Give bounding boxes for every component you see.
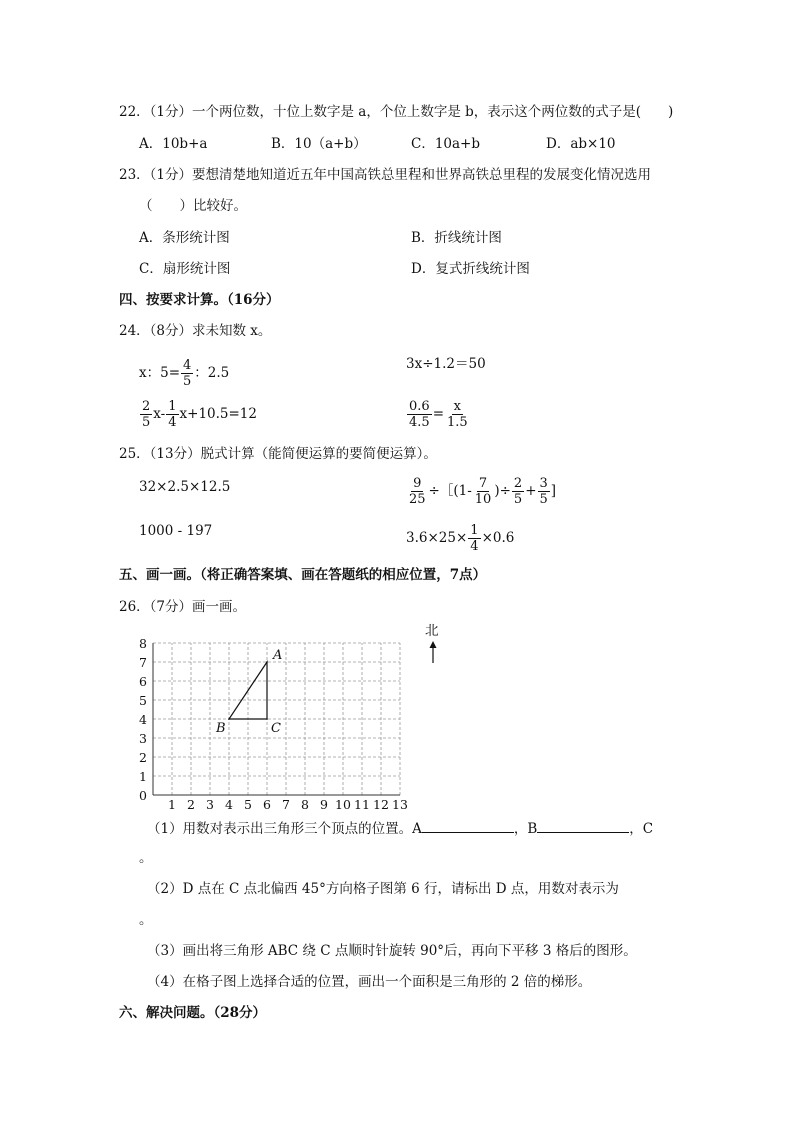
- north-label: 北: [425, 623, 439, 639]
- y-tick-label: 3: [139, 731, 147, 746]
- x-tick-label: 5: [244, 797, 252, 812]
- x-tick-label: 7: [282, 797, 290, 812]
- x-tick-label: 2: [187, 797, 195, 812]
- y-tick-label: 2: [139, 750, 147, 765]
- q22-option-b: B．10（a+b）: [271, 136, 367, 152]
- x-tick-label: 4: [225, 797, 233, 812]
- q23-option-a: A．条形统计图: [139, 230, 230, 246]
- section-5-heading: 五、画一画。（将正确答案填、画在答题纸的相应位置，7点）: [119, 567, 487, 583]
- q23-stem: 23．（1分）要想清楚地知道近五年中国高铁总里程和世界高铁总里程的发展变化情况选用: [119, 167, 652, 183]
- q24-eq4: $\frac{0.6}{4.5}$ = $\frac{x}{1.5}$: [409, 399, 468, 430]
- north-arrow-icon: [426, 640, 440, 664]
- vertex-label: B: [216, 721, 226, 736]
- q26-part2-end: 。: [139, 912, 153, 928]
- q25-eq3: 1000 - 197: [139, 523, 213, 539]
- q26-part1: （1）用数对表示出三角形三个顶点的位置。A ，B ，C: [147, 818, 653, 838]
- x-tick-label: 8: [301, 797, 309, 812]
- q24-eq1: x：5= $\frac{4}{5}$ ：2.5: [139, 358, 230, 389]
- x-tick-label: 12: [373, 797, 389, 812]
- x-tick-label: 1: [168, 797, 176, 812]
- vertex-label: A: [273, 648, 283, 663]
- vertex-point: [266, 661, 268, 663]
- section-4-heading: 四、按要求计算。（16分）: [119, 292, 280, 308]
- q25-eq4: 3.6×25× $\frac{1}{4}$ ×0.6: [406, 523, 515, 554]
- q26-part2: （2）D 点在 C 点北偏西 45°方向格子图第 6 行，请标出 D 点，用数对表示为: [147, 881, 619, 897]
- q23-option-c: C．扇形统计图: [139, 261, 231, 277]
- x-tick-label: 13: [392, 797, 408, 812]
- x-tick-label: 11: [354, 797, 370, 812]
- answer-blank-a: [422, 818, 514, 833]
- q24-eq2: 3x÷1.2＝50: [406, 356, 486, 372]
- q22-option-a: A．10b+a: [139, 136, 208, 152]
- q25-eq2: $\frac{9}{25}$ ÷［(1- $\frac{7}{10}$ )÷ $\frac{2}{5}$ + $\frac{3}{5}$ ]: [409, 476, 557, 507]
- fraction: $\frac{4}{5}$: [183, 358, 192, 389]
- vertex-point: [228, 718, 230, 720]
- q26-stem: 26．（7分）画一画。: [119, 599, 247, 615]
- q23-option-b: B．折线统计图: [411, 230, 502, 246]
- coordinate-grid: [130, 628, 420, 813]
- q26-part4: （4）在格子图上选择合适的位置，画出一个面积是三角形的 2 倍的梯形。: [147, 974, 592, 990]
- q24-eq3: $\frac{2}{5}$ x- $\frac{1}{4}$ x+10.5=12: [142, 399, 257, 430]
- y-tick-label: 6: [139, 674, 147, 689]
- x-tick-label: 9: [320, 797, 328, 812]
- y-tick-label: 7: [139, 655, 147, 670]
- y-tick-label: 4: [139, 712, 147, 727]
- x-tick-label: 6: [263, 797, 271, 812]
- q22-stem: 22．（1分）一个两位数，十位上数字是 a，个位上数字是 b，表示这个两位数的式子是( ): [119, 104, 674, 120]
- q23-option-d: D．复式折线统计图: [411, 261, 530, 277]
- q25-eq1: 32×2.5×12.5: [139, 479, 231, 495]
- q26-part1-end: 。: [139, 850, 153, 866]
- triangle-abc: [229, 662, 267, 719]
- q26-part3: （3）画出将三角形 ABC 绕 C 点顺时针旋转 90°后，再向下平移 3 格后的图形。: [147, 943, 637, 959]
- answer-blank-b: [537, 818, 629, 833]
- x-tick-label: 3: [206, 797, 214, 812]
- vertex-label: C: [271, 721, 281, 736]
- q22-option-d: D．ab×10: [546, 136, 616, 152]
- vertex-point: [266, 718, 268, 720]
- x-tick-label: 10: [335, 797, 351, 812]
- y-tick-label: 5: [139, 693, 147, 708]
- q25-stem: 25．（13分）脱式计算（能简便运算的要简便运算）。: [119, 446, 437, 462]
- q23-stem-cont: （ ）比较好。: [139, 198, 247, 214]
- q22-option-c: C．10a+b: [411, 136, 481, 152]
- q24-stem: 24．（8分）求未知数 x。: [119, 323, 272, 339]
- section-6-heading: 六、解决问题。（28分）: [119, 1005, 267, 1021]
- y-tick-label: 8: [139, 636, 147, 651]
- y-tick-label: 1: [139, 769, 147, 784]
- y-tick-label: 0: [139, 788, 147, 803]
